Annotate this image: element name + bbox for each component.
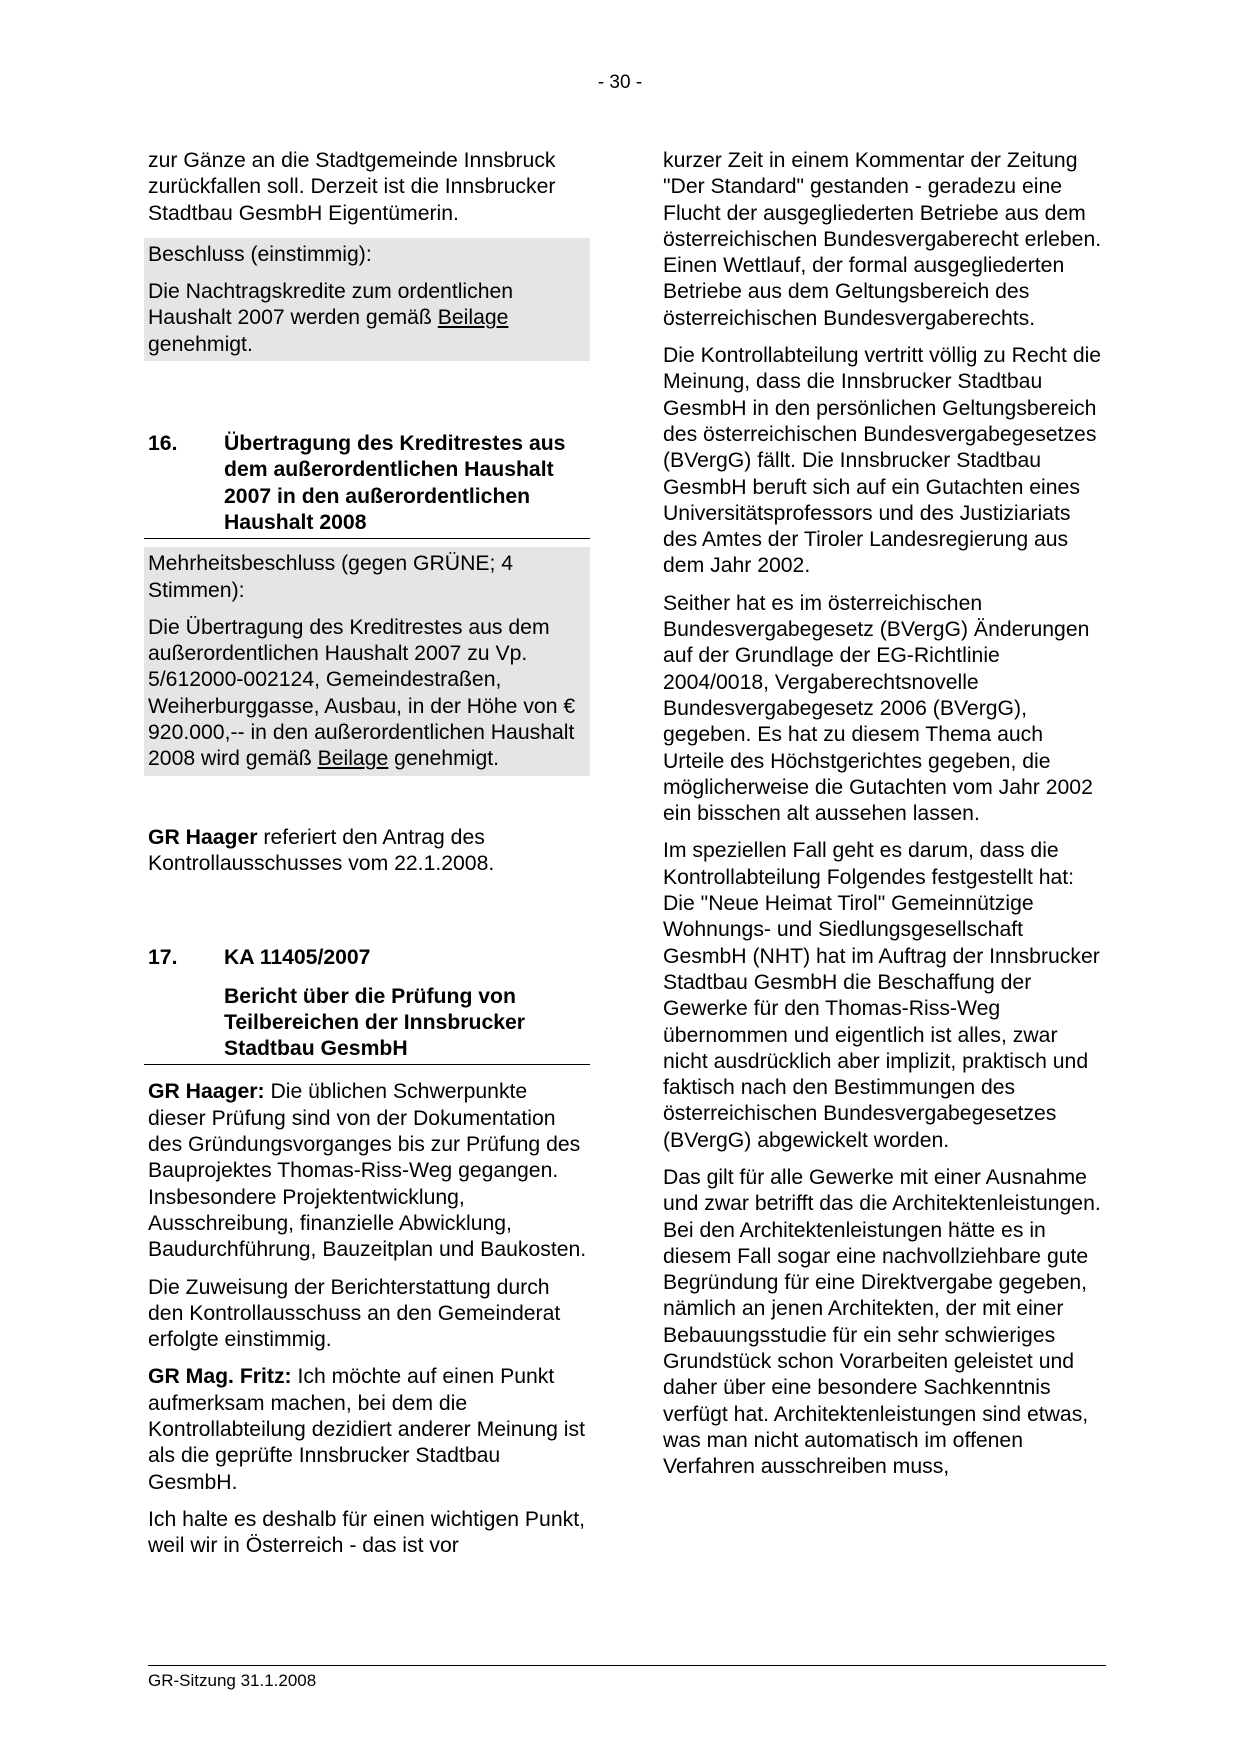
paragraph: Ich halte es deshalb für einen wichtigen Punkt, weil wir in Österreich - das ist vor [148,1507,585,1558]
paragraph: kurzer Zeit in einem Kommentar der Zeitung "Der Standard" gestanden - geradezu eine Flucht der ausgegliederten Betriebe aus dem österreichischen Bundesvergaberecht erleben. Einen Wettlauf, der formal ausgegliederten Betriebe aus dem Geltungsbereich des österreichischen Bundesvergaberechts. [663,149,1102,330]
beilage-link[interactable]: Beilage [317,747,389,771]
paragraph: Seither hat es im österreichischen Bundesvergabegesetz (BVergG) Änderungen auf der Grundlage der EG-Richtlinie 2004/0018, Vergaberechtsnovelle Bundesvergabegesetz 2006 (BVergG), gegeben. Es hat zu diesem Thema auch Urteile des Höchstgerichtes gegeben, die möglicherweise die Gutachten vom Jahr 2002 ein bisschen alt aussehen lassen. [663,591,1093,826]
item-title: Bericht über die Prüfung von Teilbereichen der Innsbrucker Stadtbau GesmbH [144,984,590,1066]
agenda-item-17 [144,945,590,1065]
item-title: Übertragung des Kreditrestes aus dem außerordentlichen Haushalt 2007 in den außerordentlichen Haushalt 2008 [224,432,566,534]
resolution-text: Die Nachtragskredite zum ordentlichen Haushalt 2007 werden gemäß Beilage genehmigt. [148,280,514,356]
right-column [663,148,1108,1492]
item-ka-number: KA 11405/2007 [224,946,371,970]
paragraph: Das gilt für alle Gewerke mit einer Ausnahme und zwar betrifft das die Architektenleistungen. Bei den Architektenleistungen hätte es in diesem Fall sogar eine nachvollziehbare gute Begründung für eine Direktvergabe gegeben, nämlich an jenen Architekten, der mit einer Bebauungsstudie für ein sehr schwieriges Grundstück schon Vorarbeiten geleistet und daher über eine besondere Sachkenntnis verfügt hat. Architektenleistungen sind etwas, was man nicht automatisch im offenen Verfahren ausschreiben muss, [663,1165,1101,1479]
resolution-label: Mehrheitsbeschluss (gegen GRÜNE; 4 Stimmen): [148,552,514,602]
resolution-label: Beschluss (einstimmig): [148,242,372,266]
footer-text: GR-Sitzung 31.1.2008 [148,1671,317,1690]
item-number: 16. [148,432,178,456]
beilage-link[interactable]: Beilage [437,306,509,330]
paragraph: zur Gänze an die Stadtgemeinde Innsbruck zurückfallen soll. Derzeit ist die Innsbrucker Stadtbau GesmbH Eigentümerin. [148,149,556,225]
footer-divider [148,1665,1106,1666]
speaker-name: GR Haager [148,825,258,849]
speaker-name: GR Haager: [148,1080,265,1104]
speaker-paragraph: GR Haager: Die üblichen Schwerpunkte dieser Prüfung sind von der Dokumentation des Gründungsvorganges bis zur Prüfung des Bauprojektes Thomas-Riss-Weg gegangen. Insbesondere Projektentwicklung, Ausschreibung, finanzielle Abwicklung, Baudurchführung, Bauzeitplan und Baukosten. [148,1080,587,1262]
speaker-paragraph: GR Haager referiert den Antrag des Kontrollausschusses vom 22.1.2008. [148,825,495,875]
resolution-box [144,547,590,775]
agenda-item-16 [144,431,590,539]
speaker-paragraph: GR Mag. Fritz: Ich möchte auf einen Punkt aufmerksam machen, bei dem die Kontrollabteilung dezidiert anderer Meinung ist als die geprüfte Innsbrucker Stadtbau GesmbH. [148,1365,585,1494]
resolution-text: Die Übertragung des Kreditrestes aus dem außerordentlichen Haushalt 2007 zu Vp. 5/612000-002124, Gemeindestraßen, Weiherburggasse, Ausbau, in der Höhe von € 920.000,-- in den außerordentlichen Haushalt 2008 wird gemäß Beilage genehmigt. [148,615,576,771]
page-number: - 30 - [597,72,643,93]
paragraph: Im speziellen Fall geht es darum, dass die Kontrollabteilung Folgendes festgestellt hat: Die "Neue Heimat Tirol" Gemeinnützige Wohnungs- und Siedlungsgesellschaft GesmbH (NHT) hat im Auftrag der Innsbrucker Stadtbau GesmbH die Beschaffung der Gewerke für den Thomas-Riss-Weg übernommen und eigentlich ist alles, zwar nicht ausdrücklich aber implizit, praktisch und faktisch nach den Bestimmungen des österreichischen Bundesvergabegesetzes (BVergG) abgewickelt worden. [663,839,1100,1152]
speaker-name: GR Mag. Fritz: [148,1365,292,1389]
paragraph: Die Kontrollabteilung vertritt völlig zu Recht die Meinung, dass die Innsbrucker Stadtbau GesmbH in den persönlichen Geltungsbereich des österreichischen Bundesvergabegesetzes (BVergG) fällt. Die Innsbrucker Stadtbau GesmbH beruft sich auf ein Gutachten eines Universitätsprofessors und des Justiziariats des Amtes der Tiroler Landesregierung aus dem Jahr 2002. [663,344,1102,578]
item-number: 17. [148,946,178,970]
paragraph: Die Zuweisung der Berichterstattung durch den Kontrollausschuss an den Gemeinderat erfolgte einstimmig. [148,1275,561,1352]
resolution-box [144,238,590,361]
left-column [148,148,590,1570]
